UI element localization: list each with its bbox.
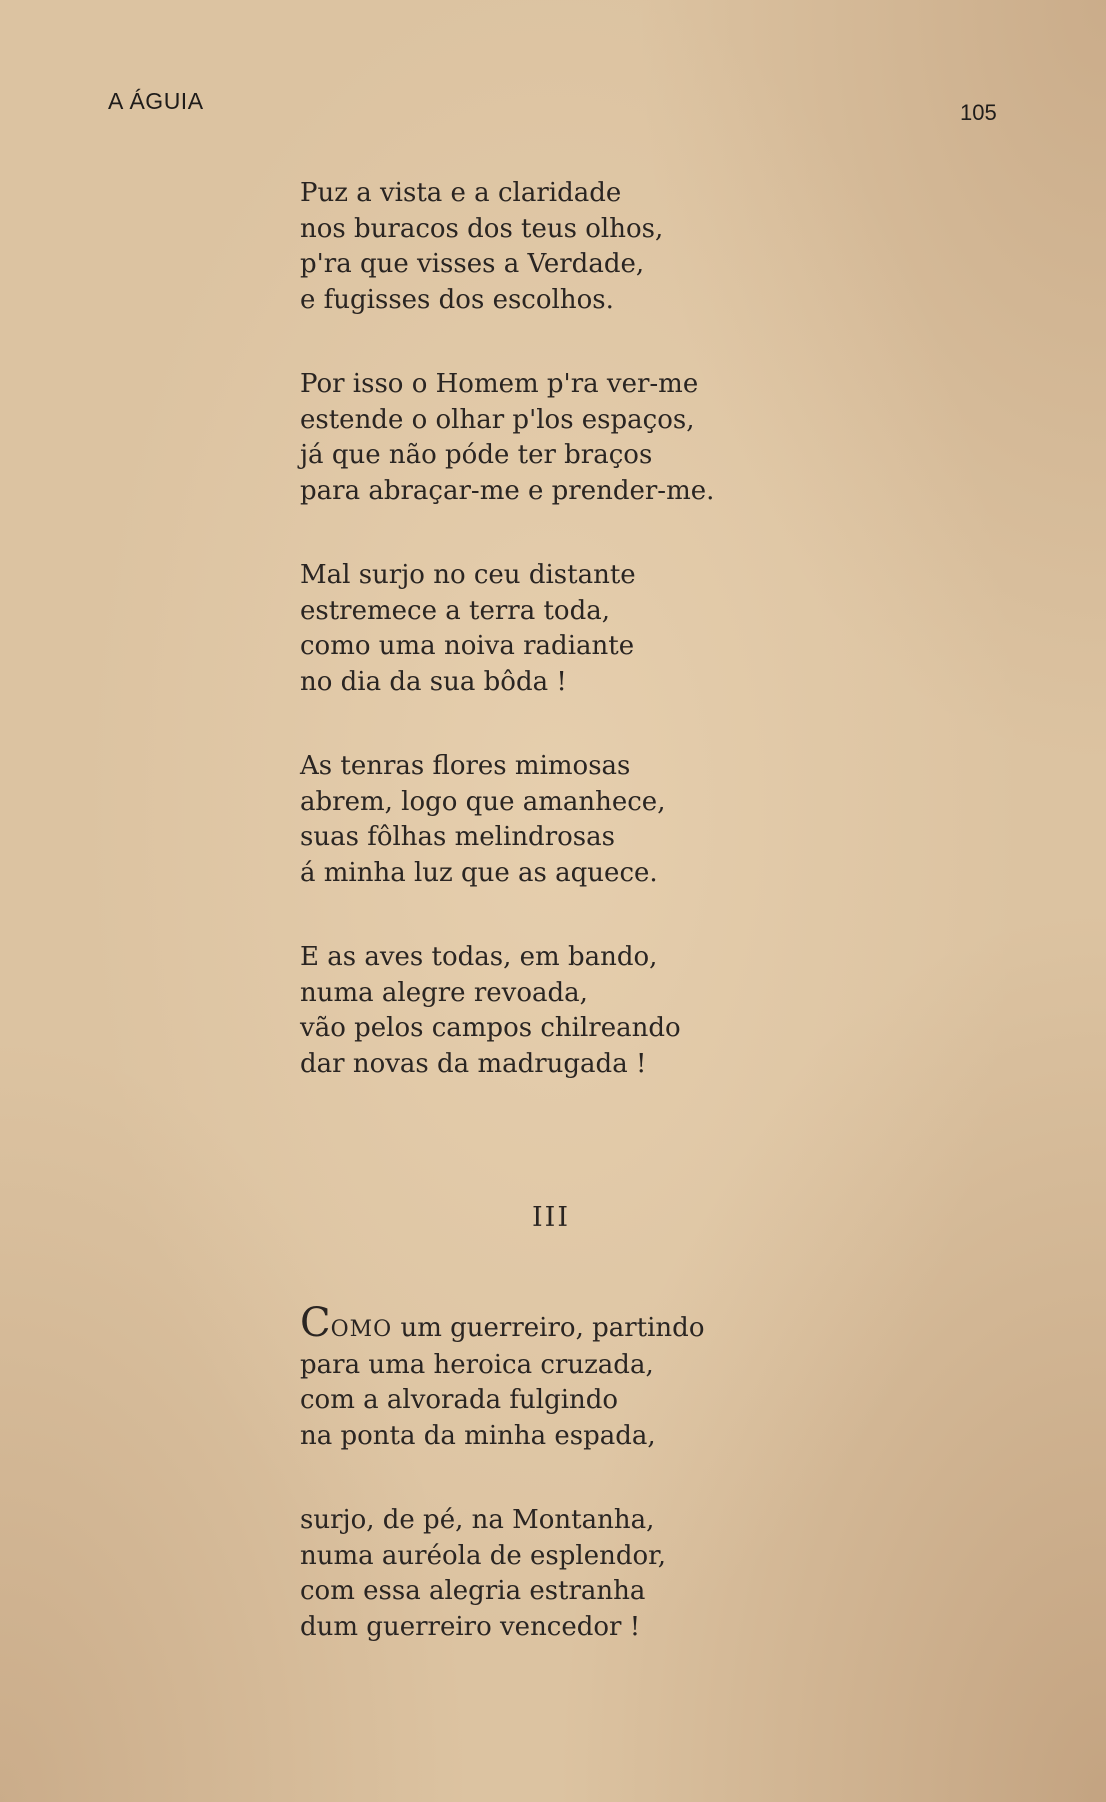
stanza-3 (300, 558, 636, 700)
verse-line: na ponta da minha espada, (300, 1420, 656, 1451)
verse-line: E as aves todas, em bando, (300, 942, 658, 972)
verse-line: para abraçar-me e prender-me. (300, 475, 715, 506)
verse-line: á minha luz que as aquece. (300, 857, 658, 888)
drop-cap: C (300, 1300, 331, 1346)
verse-line: numa alegre revoada, (300, 977, 588, 1008)
verse-line: numa auréola de esplendor, (300, 1540, 666, 1571)
stanza-4 (300, 749, 665, 891)
small-caps-word: OMO (330, 1317, 393, 1342)
verse-line: dar novas da madrugada ! (300, 1048, 647, 1079)
verse-line: estende o olhar p'los espaços, (300, 404, 695, 435)
verse-line: com a alvorada fulgindo (300, 1385, 619, 1415)
verse-line: no dia da sua bôda ! (300, 666, 567, 697)
verse-line: já que não póde ter braços (300, 440, 653, 470)
verse-line: Por isso o Homem p'ra ver-me (300, 369, 699, 399)
verse-line: com essa alegria estranha (300, 1576, 646, 1606)
verse-line: p'ra que visses a Verdade, (300, 249, 645, 279)
verse-line: Mal surjo no ceu distante (300, 560, 636, 590)
stanza-5 (300, 940, 681, 1082)
page-number: 105 (960, 100, 997, 125)
verse-line: suas fôlhas melindrosas (300, 822, 615, 852)
section-numeral: III (532, 1202, 570, 1233)
stanza-2 (300, 367, 714, 509)
verse-line: e fugisses dos escolhos. (300, 284, 614, 315)
first-line-rest: um guerreiro, partindo (392, 1313, 705, 1343)
verse-line: como uma noiva radiante (300, 631, 635, 661)
verse-line: dum guerreiro vencedor ! (300, 1611, 641, 1642)
verse-line: estremece a terra toda, (300, 595, 610, 626)
stanza-1 (300, 176, 663, 318)
verse-line: surjo, de pé, na Montanha, (300, 1505, 655, 1535)
verse-line: nos buracos dos teus olhos, (300, 213, 664, 244)
verse-line: As tenras flores mimosas (300, 751, 631, 781)
verse-line (300, 1300, 705, 1348)
section-3-stanza-2 (300, 1503, 666, 1645)
running-head: A ÁGUIA (108, 88, 204, 114)
verse-line: abrem, logo que amanhece, (300, 786, 666, 817)
verse-line: Puz a vista e a claridade (300, 178, 622, 208)
section-3-stanza-1 (300, 1300, 705, 1454)
verse-line: para uma heroica cruzada, (300, 1349, 654, 1380)
verse-line: vão pelos campos chilreando (300, 1013, 681, 1043)
